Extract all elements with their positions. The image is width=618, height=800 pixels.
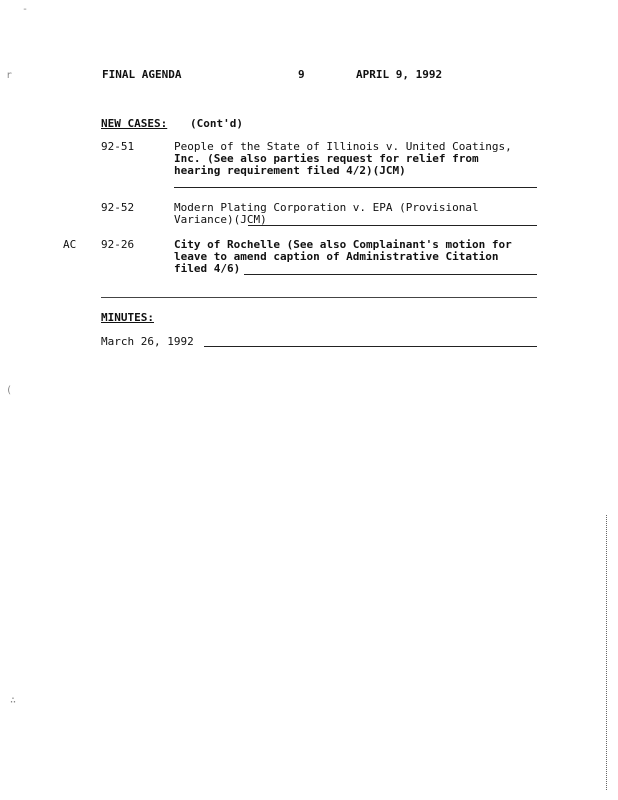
agenda-date: APRIL 9, 1992 — [356, 68, 443, 81]
scan-speck: - — [22, 4, 29, 15]
case-text-line: filed 4/6) — [174, 262, 241, 275]
agenda-title: FINAL AGENDA — [102, 68, 182, 81]
page-number: 9 — [298, 68, 305, 81]
minutes-heading: MINUTES: — [101, 311, 154, 324]
scan-edge-line — [606, 515, 607, 790]
case-rule — [244, 274, 537, 275]
case-text-line: Modern Plating Corporation v. EPA (Provisional — [174, 201, 479, 214]
case-rule — [248, 225, 537, 226]
case-text-line: leave to amend caption of Administrative Citation — [174, 250, 499, 263]
case-action-code: AC — [63, 238, 77, 251]
case-text-line: People of the State of Illinois v. United Coatings, — [174, 140, 512, 153]
case-number: 92-51 — [101, 140, 135, 153]
case-number: 92-26 — [101, 238, 135, 251]
scan-speck: r — [6, 70, 13, 81]
case-text-line: Inc. (See also parties request for relief from — [174, 152, 479, 165]
section-separator — [101, 297, 537, 298]
minutes-rule — [204, 346, 537, 347]
scan-speck: ( — [6, 385, 13, 396]
continued-label: (Cont'd) — [190, 117, 243, 130]
minutes-entry: March 26, 1992 — [101, 335, 194, 348]
case-text-line: hearing requirement filed 4/2)(JCM) — [174, 164, 406, 177]
case-number: 92-52 — [101, 201, 135, 214]
case-text-line: Variance)(JCM) — [174, 213, 267, 226]
case-rule — [174, 187, 537, 188]
new-cases-heading: NEW CASES: — [101, 117, 168, 130]
scan-speck: ∴ — [10, 695, 17, 706]
case-text-line: City of Rochelle (See also Complainant's motion for — [174, 238, 512, 251]
